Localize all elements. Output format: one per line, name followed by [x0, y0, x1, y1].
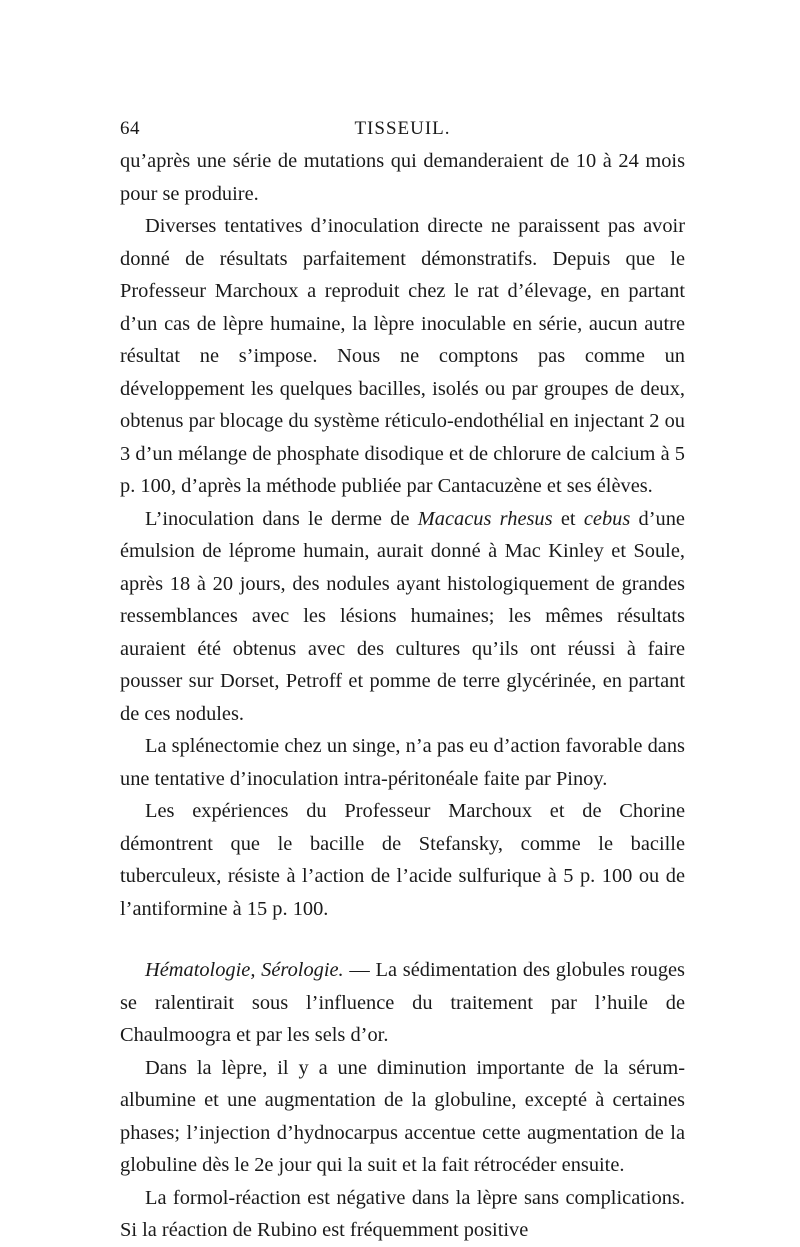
paragraph-continuation: qu’après une série de mutations qui demanderaient de 10 à 24 mois pour se produire.	[120, 150, 685, 205]
paragraph-splenectomy: La splénectomie chez un singe, n’a pas eu d’action favorable dans une tentative d’inoculation intra-péritonéale faite par Pinoy.	[120, 735, 685, 790]
page-number: 64	[120, 118, 140, 139]
paragraph-text: L’inoculation dans le derme de	[145, 507, 418, 530]
species-name: cebus	[583, 507, 631, 530]
running-title: TISSEUIL.	[354, 118, 451, 139]
paragraph-dermal-inoculation	[120, 503, 685, 731]
paragraph-serum-albumin: Dans la lèpre, il y a une diminution importante de la sérum-albumine et une augmentation de la globuline, excepté à certaines phases; l’injection d’hydnocarpus accentue cette augmentation de la globuline dès le 2e jour qui la suit et la fait rétrocéder ensuite.	[120, 1056, 685, 1176]
body-text	[120, 145, 685, 1247]
paragraph-marchoux-chorine: Les expériences du Professeur Marchoux et de Chorine démontrent que le bacille de Stefansky, comme le bacille tuberculeux, résiste à l’action de l’acide sulfurique à 5 p. 100 ou de l’antiformine à 15 p. 100.	[120, 800, 685, 920]
paragraph-formol-reaction: La formol-réaction est négative dans la lèpre sans complications. Si la réaction de Rubino est fréquemment positive	[120, 1186, 685, 1241]
paragraph-text: et	[552, 507, 584, 530]
paragraph-hematology	[120, 954, 685, 1052]
species-name: Macacus rhesus	[417, 507, 553, 530]
running-head	[120, 114, 685, 144]
paragraph-text: d’une émulsion de léprome humain, aurait donné à Mac Kinley et Soule, après 18 à 20 jours, des nodules ayant histologiquement de grandes ressemblances avec les lésions humaines; les mêmes résultats auraient été obtenus avec des cultures qu’ils ont réussi à faire pousser sur Dorset, Petroff et pomme de terre glycérinée, en partant de ces nodules.	[120, 507, 685, 725]
paragraph-text: — La sédimentation des globules rouges se ralentirait sous l’influence du traitement par l’huile de Chaulmoogra et par les sels d’or.	[120, 959, 685, 1046]
paragraph-inoculation-attempts: Diverses tentatives d’inoculation directe ne paraissent pas avoir donné de résultats parfaitement démonstratifs. Depuis que le Professeur Marchoux a reproduit chez le rat d’élevage, en partant d’un cas de lèpre humaine, la lèpre inoculable en série, aucun autre résultat ne s’impose. Nous ne comptons pas comme un développement les quelques bacilles, isolés ou par groupes de deux, obtenus par blocage du système réticulo-endothélial en injectant 2 ou 3 d’un mélange de phosphate disodique et de chlorure de calcium à 5 p. 100, d’après la méthode publiée par Cantacuzène et ses élèves.	[120, 215, 685, 497]
book-page	[120, 114, 685, 1247]
section-heading: Hématologie, Sérologie.	[145, 959, 344, 981]
